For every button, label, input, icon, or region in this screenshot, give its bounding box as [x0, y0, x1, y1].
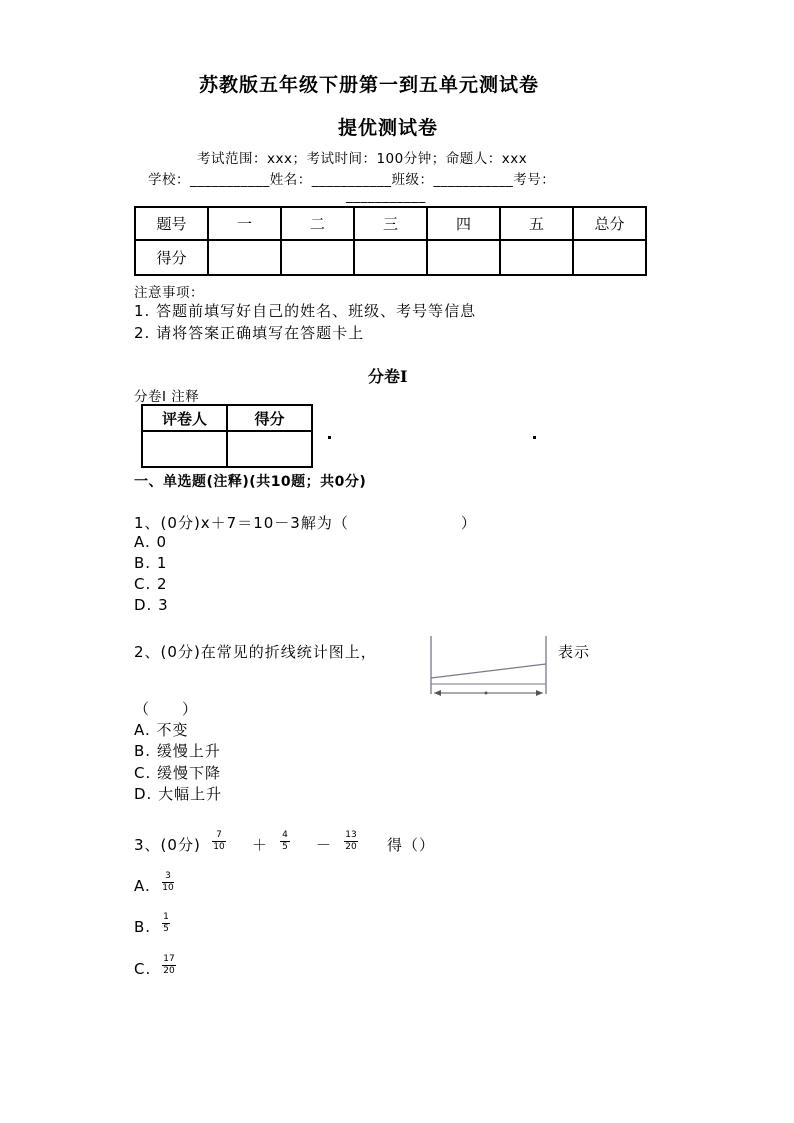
score-input-cell[interactable]: [500, 240, 573, 275]
question-3-option-label[interactable]: A.: [134, 877, 151, 895]
question-2-option[interactable]: B. 缓慢上升: [134, 742, 221, 760]
grader-table: [141, 404, 313, 468]
fraction-numerator: 13: [345, 830, 357, 840]
question-3-prefix: 3、(0分): [134, 836, 201, 854]
score-header-cell: 四: [427, 207, 500, 240]
question-1-option[interactable]: C. 2: [134, 575, 168, 593]
score-input-cell[interactable]: [573, 240, 646, 275]
fraction-numerator: 3: [165, 871, 171, 881]
question-2-answer-paren: （ ）: [134, 700, 199, 718]
plus-operator: ＋: [252, 836, 269, 854]
fraction-denominator: 10: [162, 883, 174, 893]
dot-mark: [533, 436, 536, 439]
score-table: [134, 206, 647, 276]
fraction: [344, 830, 358, 853]
student-info-line: 学校：___________姓名：___________班级：___________考号：: [148, 172, 556, 188]
fraction-denominator: 10: [213, 842, 225, 852]
fraction-denominator: 5: [280, 841, 290, 853]
question-3-suffix: 得（）: [387, 836, 436, 854]
notice-heading: 注意事项：: [134, 285, 204, 301]
notice-item: 1. 答题前填写好自己的姓名、班级、考号等信息: [134, 302, 477, 320]
question-1-option[interactable]: B. 1: [134, 554, 168, 572]
exam-info: 考试范围：xxx；考试时间：100分钟；命题人：xxx: [197, 151, 528, 167]
dot-mark: [328, 436, 331, 439]
line-chart-figure: [428, 636, 552, 698]
question-2-option[interactable]: D. 大幅上升: [134, 785, 223, 803]
section-title: 分卷I: [368, 367, 408, 386]
question-3-option-label[interactable]: B.: [134, 918, 152, 936]
question-1-option[interactable]: A. 0: [134, 533, 168, 551]
score-input-cell[interactable]: [208, 240, 281, 275]
question-3-option-label[interactable]: C.: [134, 960, 152, 978]
fraction: [280, 830, 290, 853]
section-note: 分卷I 注释: [134, 389, 200, 405]
fraction-numerator: 4: [282, 830, 288, 840]
fraction-numerator: 17: [163, 954, 175, 964]
fraction: [162, 871, 174, 894]
exam-title: 苏教版五年级下册第一到五单元测试卷: [199, 74, 540, 96]
score-input-cell[interactable]: [281, 240, 354, 275]
fraction: [162, 954, 176, 977]
score-input-cell[interactable]: [354, 240, 427, 275]
question-2-option[interactable]: A. 不变: [134, 721, 189, 739]
question-2-stem: 2、(0分)在常见的折线统计图上，: [134, 643, 377, 661]
fraction: [162, 912, 170, 935]
minus-operator: －: [316, 836, 333, 854]
score-header-cell: 总分: [573, 207, 646, 240]
fraction-numerator: 7: [216, 830, 222, 840]
grader-header-cell: 评卷人: [142, 405, 227, 431]
part-title: 一、单选题(注释)(共10题；共0分): [134, 474, 367, 490]
fraction-denominator: 20: [163, 966, 175, 976]
grader-input-cell[interactable]: [227, 431, 312, 467]
question-2-option[interactable]: C. 缓慢下降: [134, 764, 222, 782]
grader-input-cell[interactable]: [142, 431, 227, 467]
score-header-cell: 三: [354, 207, 427, 240]
question-1-option[interactable]: D. 3: [134, 596, 169, 614]
notice-item: 2. 请将答案正确填写在答题卡上: [134, 324, 365, 342]
score-header-cell: 一: [208, 207, 281, 240]
grader-header-cell: 得分: [227, 405, 312, 431]
question-1-stem: 1、(0分)x＋7＝10－3解为（ ）: [134, 514, 477, 532]
score-header-cell: 五: [500, 207, 573, 240]
score-input-cell[interactable]: [427, 240, 500, 275]
exam-subtitle: 提优测试卷: [338, 117, 439, 139]
question-2-stem-tail: 表示: [558, 643, 591, 661]
score-header-cell: 二: [281, 207, 354, 240]
score-row-label: 得分: [135, 240, 208, 275]
student-info-line-cont: ___________: [346, 188, 426, 204]
fraction-denominator: 5: [163, 924, 169, 934]
fraction-denominator: 20: [345, 842, 357, 852]
score-header-cell: 题号: [135, 207, 208, 240]
fraction-numerator: 1: [163, 912, 169, 922]
fraction: [212, 830, 226, 853]
